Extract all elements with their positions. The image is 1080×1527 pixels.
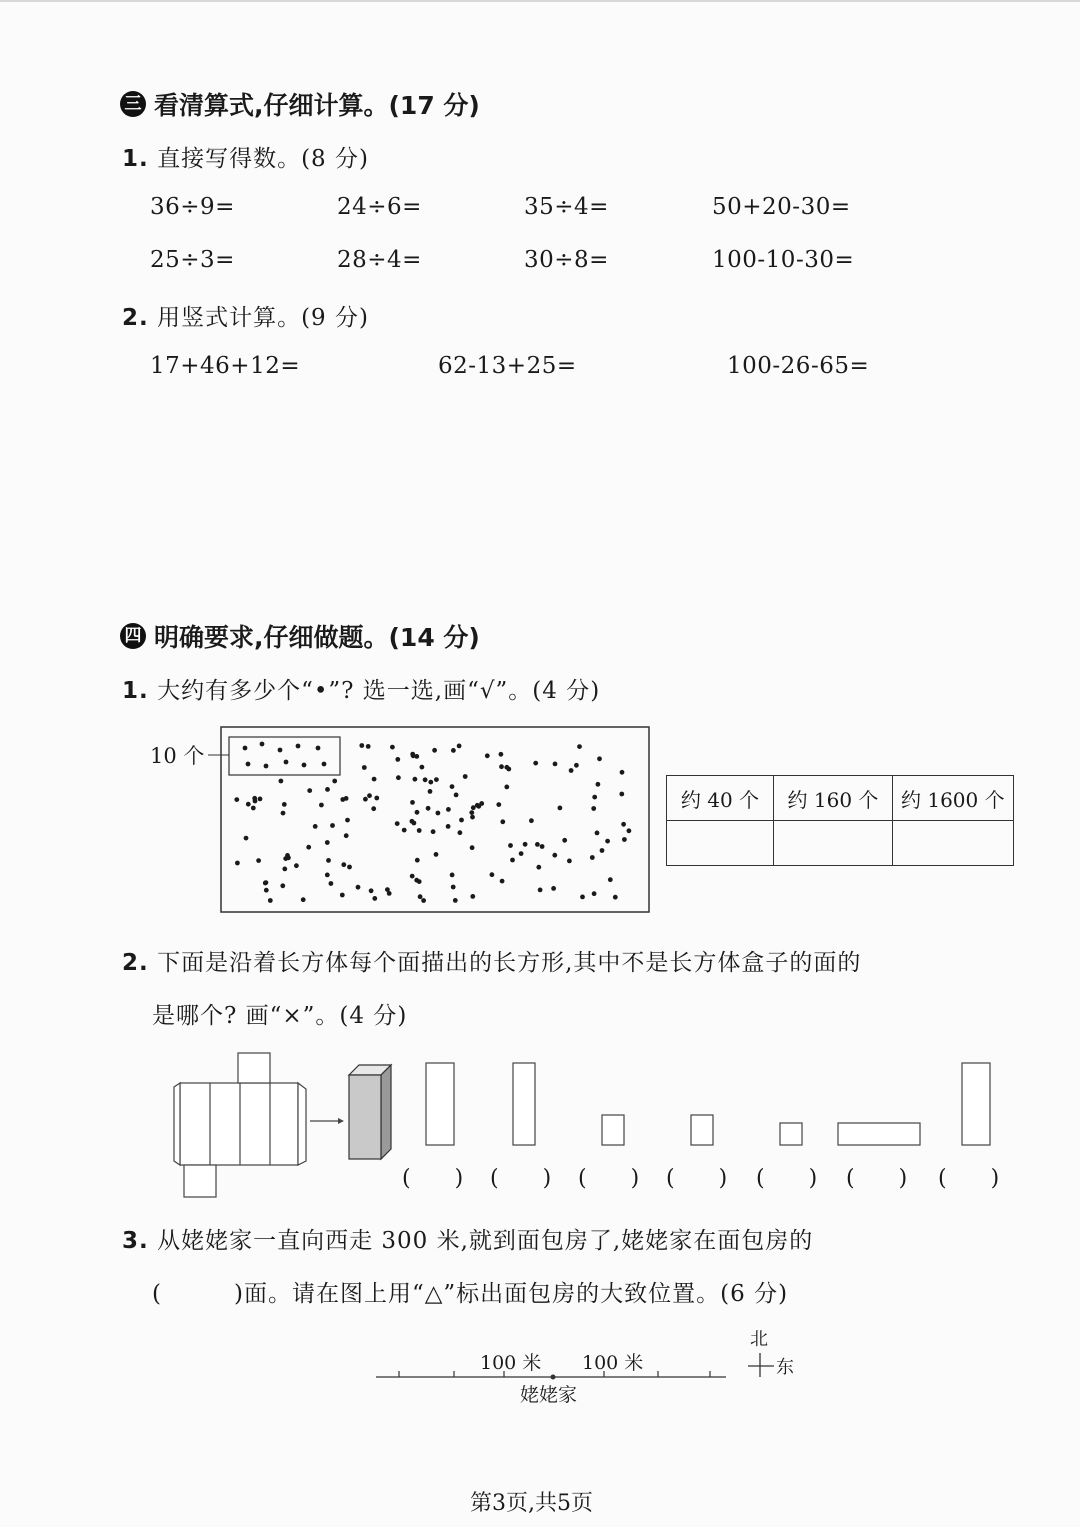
vertical-equation: 17+46+12= xyxy=(150,353,301,379)
dot xyxy=(395,757,400,762)
dot xyxy=(569,768,574,773)
dot xyxy=(359,743,364,748)
face-rect-2 xyxy=(513,1063,535,1145)
dot xyxy=(470,815,475,820)
dot xyxy=(402,828,407,833)
section-3-badge: 三 xyxy=(120,91,146,117)
dot xyxy=(244,836,249,841)
dot xyxy=(395,821,400,826)
equation: 35÷4= xyxy=(524,194,609,220)
option-cell: 约 1600 个 xyxy=(893,776,1014,821)
dot xyxy=(356,885,361,890)
dot xyxy=(605,839,610,844)
dot xyxy=(414,878,419,883)
dot xyxy=(296,744,301,749)
answer-paren[interactable]: ( ) xyxy=(402,1166,464,1191)
equation: 100-10-30= xyxy=(712,247,855,273)
dot xyxy=(434,852,439,857)
dot xyxy=(410,819,415,824)
dot xyxy=(282,802,287,807)
dot xyxy=(234,797,239,802)
dot xyxy=(390,745,395,750)
north-label: 北 xyxy=(750,1329,768,1350)
answer-paren[interactable]: ( ) xyxy=(578,1166,640,1191)
dot xyxy=(453,898,458,903)
dot xyxy=(385,887,390,892)
dot xyxy=(471,805,476,810)
answer-cell[interactable] xyxy=(893,821,1014,866)
dot xyxy=(279,779,284,784)
dot xyxy=(552,853,557,858)
dot xyxy=(597,756,602,761)
dot xyxy=(504,785,509,790)
dot xyxy=(608,877,613,882)
dot xyxy=(428,789,433,794)
s3-q1-number: 1. xyxy=(122,146,149,172)
dot xyxy=(500,879,505,884)
dot xyxy=(256,858,261,863)
dot xyxy=(496,802,501,807)
dot xyxy=(345,818,350,823)
page-number: 第3页,共5页 xyxy=(470,1491,593,1516)
dot xyxy=(313,824,318,829)
s4-q3-text2: ( )面。请在图上用“△”标出面包房的大致位置。(6 分) xyxy=(152,1281,789,1307)
dot xyxy=(423,777,428,782)
equation: 36÷9= xyxy=(150,194,235,220)
dot xyxy=(319,803,324,808)
dot xyxy=(285,853,290,858)
map-figure xyxy=(370,1325,830,1415)
dot xyxy=(613,895,618,900)
east-label: 东 xyxy=(776,1357,794,1378)
dot xyxy=(281,811,286,816)
answer-cell[interactable] xyxy=(774,821,893,866)
dot xyxy=(450,784,455,789)
dot xyxy=(263,881,268,886)
dot xyxy=(347,865,352,870)
section-4-title-text: 明确要求,仔细做题。(14 分) xyxy=(154,623,480,652)
equation: 28÷4= xyxy=(337,247,422,273)
dots-group xyxy=(234,742,631,903)
dot xyxy=(508,843,513,848)
s4-question-3-line1 xyxy=(122,1222,813,1255)
answer-paren[interactable]: ( ) xyxy=(666,1166,728,1191)
face-rect-1 xyxy=(426,1063,454,1145)
dot xyxy=(369,888,374,893)
dot xyxy=(413,777,418,782)
dot xyxy=(490,872,495,877)
dot xyxy=(567,859,572,864)
map-scale-label: 100 米 xyxy=(582,1352,644,1374)
dot xyxy=(235,861,240,866)
dot xyxy=(415,810,420,815)
dot xyxy=(580,895,585,900)
home-point xyxy=(551,1375,556,1380)
dot xyxy=(280,883,285,888)
dot xyxy=(574,763,579,768)
dot xyxy=(396,775,401,780)
dot-field-border xyxy=(221,727,649,912)
dot xyxy=(294,863,299,868)
dot xyxy=(326,858,331,863)
dot xyxy=(627,828,632,833)
s4-q3-text1: 从姥姥家一直向西走 300 米,就到面包房了,姥姥家在面包房的 xyxy=(157,1228,814,1254)
home-label: 姥姥家 xyxy=(520,1384,578,1406)
dot xyxy=(344,796,349,801)
dot xyxy=(316,746,321,751)
s3-q2-number: 2. xyxy=(122,305,149,331)
face-rect-4 xyxy=(691,1115,713,1145)
dot xyxy=(458,830,463,835)
answer-paren[interactable]: ( ) xyxy=(938,1166,1000,1191)
dot xyxy=(417,828,422,833)
estimate-table-wrap xyxy=(666,775,1014,866)
dot xyxy=(591,806,596,811)
equation: 50+20-30= xyxy=(712,194,851,220)
dot xyxy=(301,897,306,902)
ten-dots-box xyxy=(229,737,340,775)
dot xyxy=(470,845,475,850)
dot xyxy=(278,748,283,753)
answer-paren[interactable]: ( ) xyxy=(846,1166,908,1191)
dot xyxy=(463,774,468,779)
dot xyxy=(243,746,248,751)
dot xyxy=(322,762,327,767)
box-net-drawing xyxy=(174,1053,306,1197)
dot xyxy=(621,822,626,827)
dot xyxy=(415,858,420,863)
dot xyxy=(420,765,425,770)
cuboid-drawing xyxy=(349,1065,391,1159)
dot xyxy=(450,873,455,878)
dot xyxy=(258,797,263,802)
equation: 24÷6= xyxy=(337,194,422,220)
dot xyxy=(426,806,431,811)
dot xyxy=(329,881,334,886)
vertical-equation: 62-13+25= xyxy=(438,353,577,379)
dot xyxy=(325,873,330,878)
answer-paren[interactable]: ( ) xyxy=(490,1166,552,1191)
dot xyxy=(469,810,474,815)
dot xyxy=(246,802,251,807)
dot xyxy=(451,885,456,890)
dot xyxy=(523,842,528,847)
section-4-title xyxy=(120,618,480,654)
ten-dots-label: 10 个 xyxy=(150,744,205,768)
dot xyxy=(451,748,456,753)
dot xyxy=(540,844,545,849)
s3-q2-text: 用竖式计算。(9 分) xyxy=(157,305,369,331)
dot xyxy=(264,764,269,769)
s4-question-2-line1 xyxy=(122,944,861,977)
equation: 30÷8= xyxy=(524,247,609,273)
dot-field xyxy=(200,722,660,922)
dot xyxy=(590,855,595,860)
face-rect-3 xyxy=(602,1115,624,1145)
dot xyxy=(366,744,371,749)
dot xyxy=(506,767,511,772)
s4-q1-text: 大约有多少个“•”? 选一选,画“√”。(4 分) xyxy=(157,678,601,704)
section-4-badge: 四 xyxy=(120,623,146,649)
dot xyxy=(499,764,504,769)
dot xyxy=(418,894,423,899)
dot xyxy=(341,862,346,867)
dot xyxy=(592,891,597,896)
dot xyxy=(538,888,543,893)
s3-question-2 xyxy=(122,299,369,332)
vertical-equation: 100-26-65= xyxy=(727,353,870,379)
dot xyxy=(446,824,451,829)
s4-q2-text2: 是哪个? 画“×”。(4 分) xyxy=(152,1003,408,1029)
dot xyxy=(600,848,605,853)
dot xyxy=(519,851,524,856)
dot xyxy=(284,760,289,765)
dot xyxy=(470,894,475,899)
dot xyxy=(459,818,464,823)
s4-q2-number: 2. xyxy=(122,950,149,976)
dot xyxy=(302,763,307,768)
dot xyxy=(251,806,256,811)
dot xyxy=(479,801,484,806)
dot xyxy=(307,788,312,793)
s4-question-1 xyxy=(122,672,600,705)
dot xyxy=(410,800,415,805)
dot xyxy=(264,888,269,893)
dot xyxy=(510,858,515,863)
dot xyxy=(551,886,556,891)
s3-question-1 xyxy=(122,140,369,173)
face-rect-5 xyxy=(780,1123,802,1145)
dot xyxy=(340,893,345,898)
dot xyxy=(432,748,437,753)
dot xyxy=(619,792,624,797)
dot xyxy=(553,762,558,767)
s3-q1-text: 直接写得数。(8 分) xyxy=(157,146,369,172)
dot xyxy=(595,831,600,836)
dot xyxy=(622,837,627,842)
dot xyxy=(330,823,335,828)
dot xyxy=(372,896,377,901)
dot xyxy=(499,752,504,757)
answer-paren[interactable]: ( ) xyxy=(756,1166,818,1191)
section-3-title-text: 看清算式,仔细计算。(17 分) xyxy=(154,91,480,120)
face-rect-7 xyxy=(962,1063,990,1145)
dot xyxy=(535,842,540,847)
dot xyxy=(282,867,287,872)
dot xyxy=(306,845,311,850)
dot xyxy=(367,793,372,798)
dot xyxy=(268,898,273,903)
dot xyxy=(558,806,563,811)
dot xyxy=(260,742,265,747)
dot xyxy=(363,797,368,802)
dot xyxy=(325,787,330,792)
dot xyxy=(533,761,538,766)
dot xyxy=(577,744,582,749)
face-rect-6 xyxy=(838,1123,920,1145)
dot xyxy=(374,796,379,801)
s4-q2-text1: 下面是沿着长方体每个面描出的长方形,其中不是长方体盒子的面的 xyxy=(157,950,862,976)
estimate-table xyxy=(666,775,1014,866)
dot xyxy=(592,795,597,800)
dot xyxy=(252,796,257,801)
dot xyxy=(434,777,439,782)
dot xyxy=(562,838,567,843)
dot xyxy=(421,898,426,903)
dot xyxy=(325,840,330,845)
s4-q1-number: 1. xyxy=(122,678,149,704)
section-3-title xyxy=(120,86,480,122)
dot xyxy=(371,806,376,811)
dot xyxy=(446,807,451,812)
dot xyxy=(536,865,541,870)
arrow-head xyxy=(338,1118,344,1124)
equation: 25÷3= xyxy=(150,247,235,273)
dot xyxy=(411,753,416,758)
answer-cell[interactable] xyxy=(667,821,774,866)
dot xyxy=(529,818,534,823)
dot xyxy=(596,782,601,787)
dot xyxy=(620,770,625,775)
dot xyxy=(475,803,480,808)
dot xyxy=(454,793,459,798)
map-scale-label: 100 米 xyxy=(480,1352,542,1374)
dot xyxy=(372,777,377,782)
dot xyxy=(246,762,251,767)
dot xyxy=(362,765,367,770)
dot xyxy=(344,833,349,838)
dot xyxy=(485,753,490,758)
option-cell: 约 40 个 xyxy=(667,776,774,821)
dot xyxy=(436,811,441,816)
s4-q3-number: 3. xyxy=(122,1228,149,1254)
dot xyxy=(500,819,505,824)
dot xyxy=(431,829,436,834)
dot xyxy=(428,780,433,785)
dot xyxy=(457,744,462,749)
dot xyxy=(332,779,337,784)
page-top-border xyxy=(0,0,1080,2)
dot xyxy=(410,874,415,879)
option-cell: 约 160 个 xyxy=(774,776,893,821)
